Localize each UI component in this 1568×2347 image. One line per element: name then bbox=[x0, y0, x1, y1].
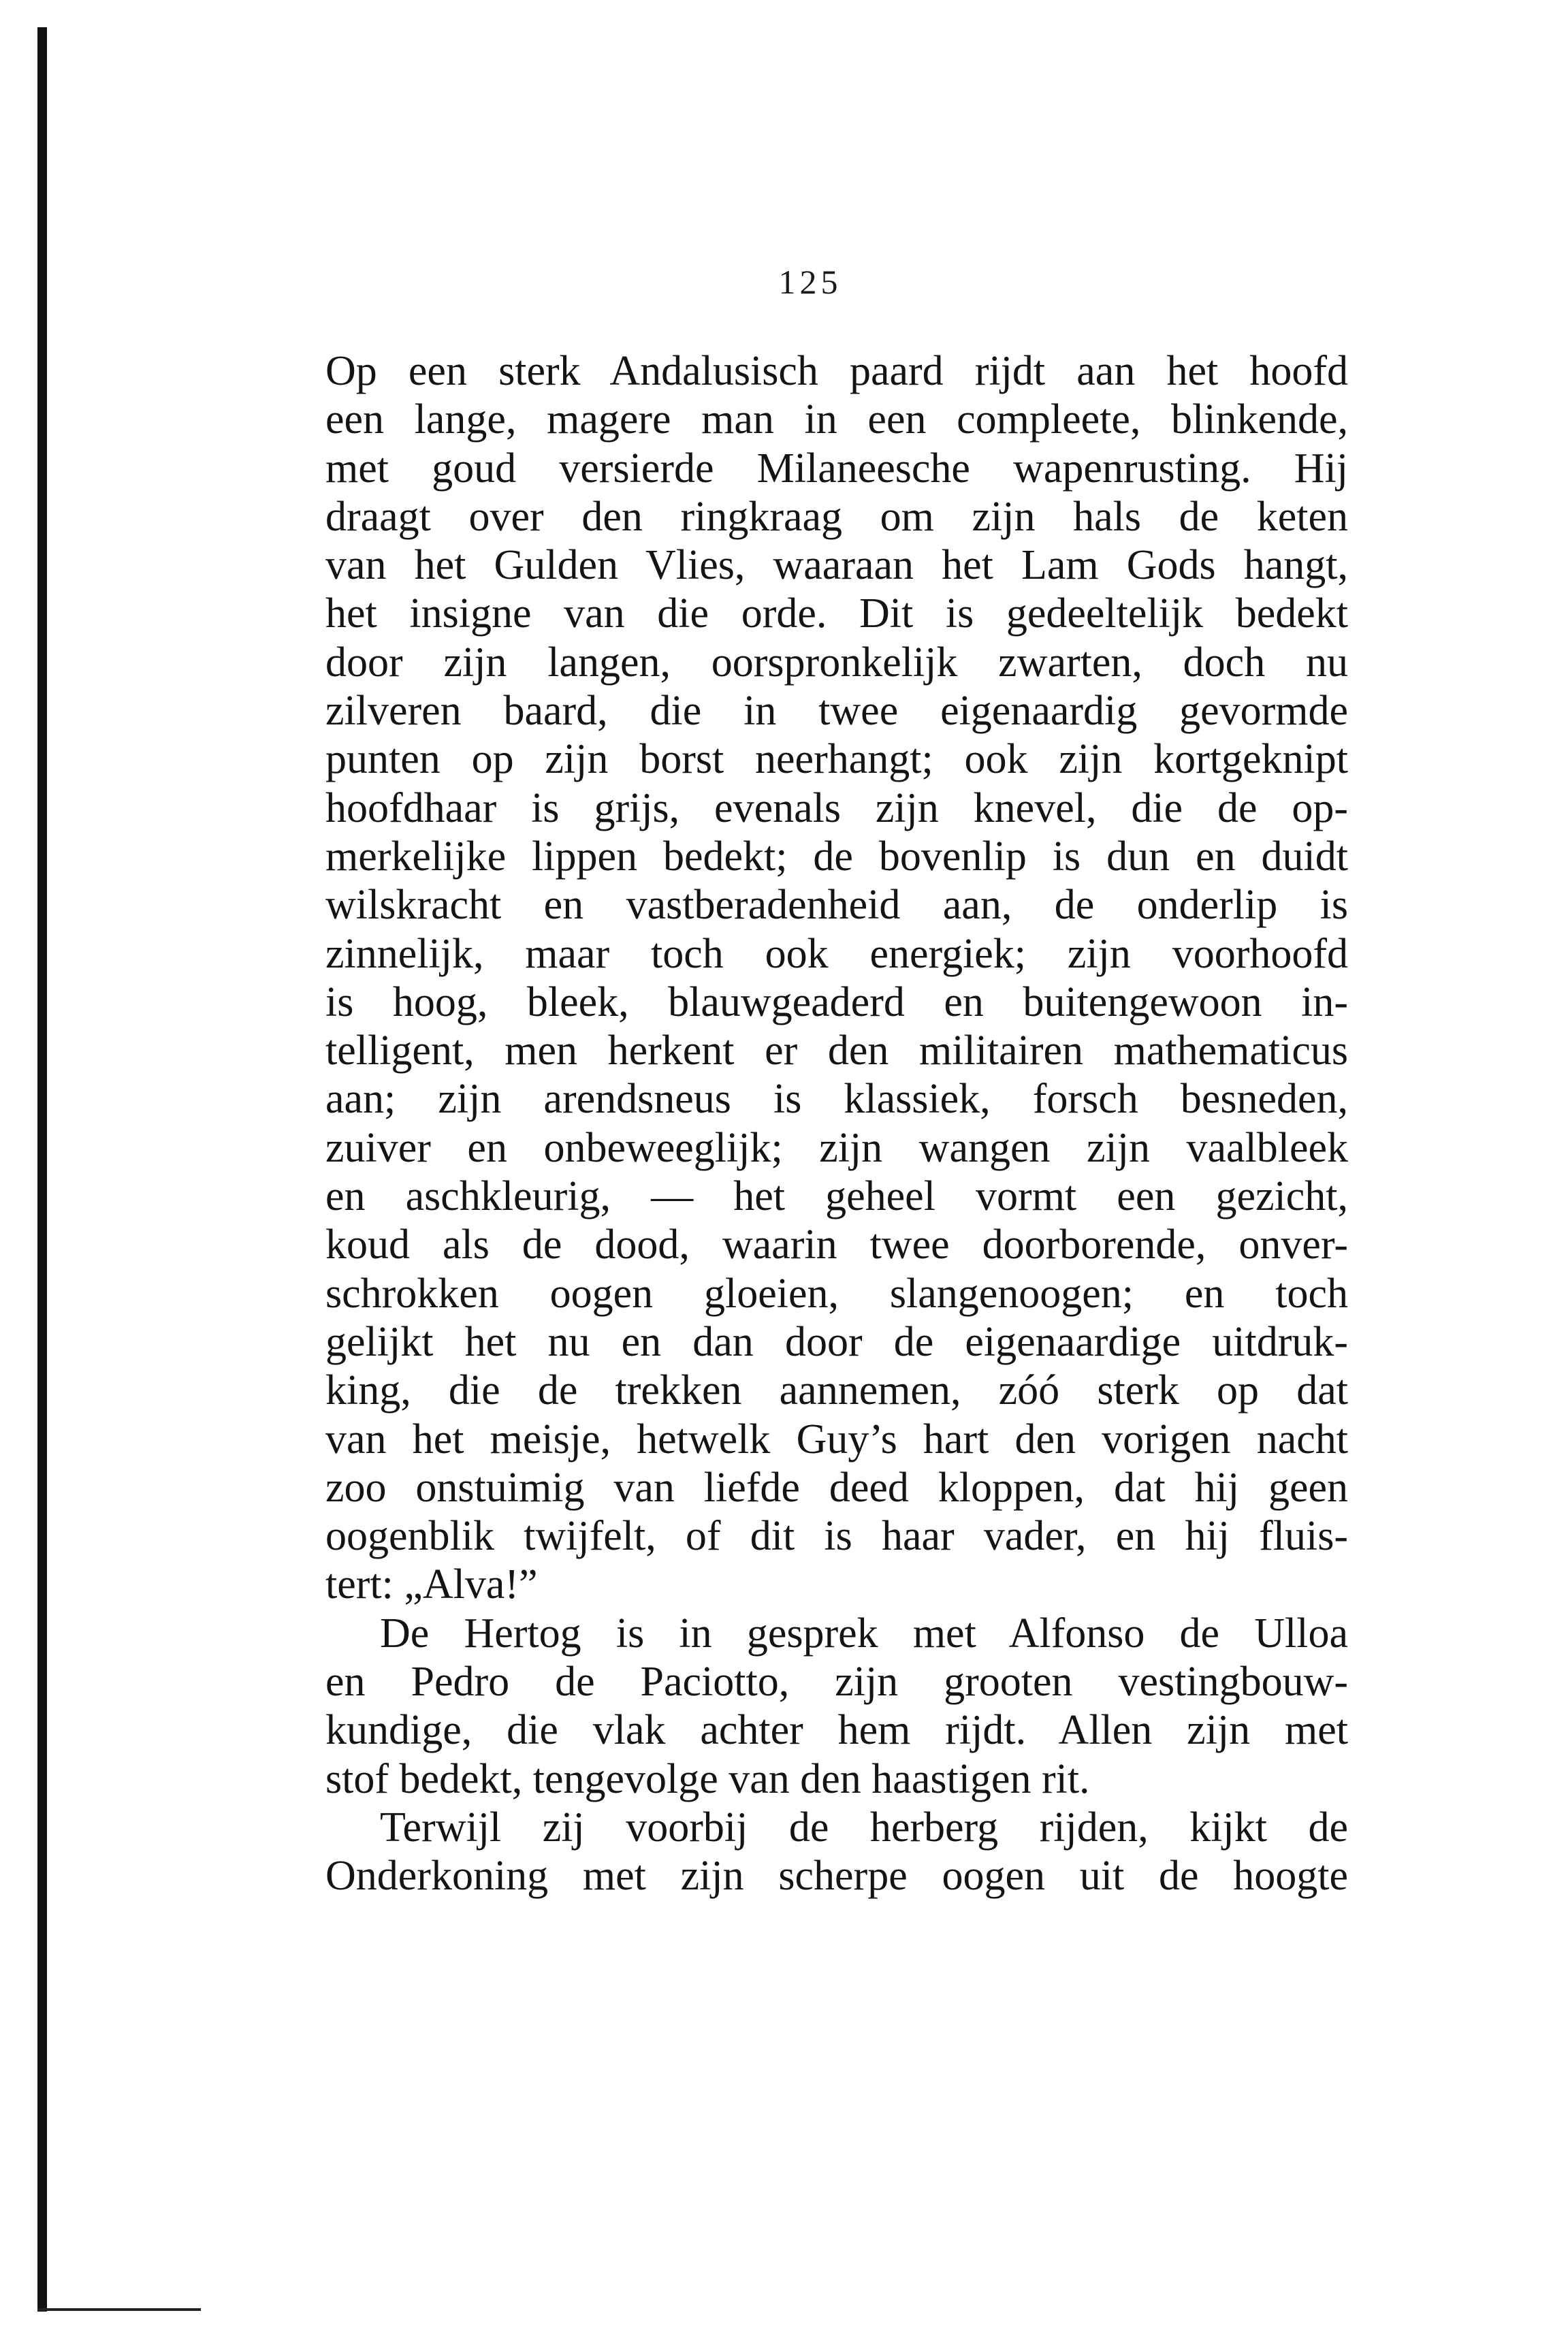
text-line: en aschkleurig, — het geheel vormt een gezicht, bbox=[325, 1173, 1348, 1220]
binding-foot-rule bbox=[37, 2308, 201, 2311]
text-line: schrokken oogen gloeien, slangenoogen; en toch bbox=[325, 1270, 1348, 1317]
text-line: is hoog, bleek, blauwgeaderd en buitengewoon in- bbox=[325, 978, 1348, 1025]
text-line: Terwijl zij voorbij de herberg rijden, kijkt de bbox=[380, 1804, 1348, 1851]
body-text bbox=[325, 347, 1348, 1901]
text-line: oogenblik twijfelt, of dit is haar vader, en hij fluis- bbox=[325, 1513, 1348, 1560]
text-line: van het meisje, hetwelk Guy’s hart den vorigen nacht bbox=[325, 1416, 1348, 1463]
text-line: king, die de trekken aannemen, zóó sterk op dat bbox=[325, 1367, 1348, 1414]
text-line: hoofdhaar is grijs, evenals zijn knevel, die de op- bbox=[325, 784, 1348, 831]
text-line: tert: „Alva!” bbox=[325, 1561, 538, 1608]
text-line: kundige, die vlak achter hem rijdt. Allen zijn met bbox=[325, 1707, 1348, 1754]
text-line: De Hertog is in gesprek met Alfonso de Ulloa bbox=[380, 1610, 1348, 1657]
binding-edge bbox=[37, 27, 47, 2312]
text-line: zuiver en onbeweeglijk; zijn wangen zijn vaalbleek bbox=[325, 1124, 1348, 1171]
text-line: Op een sterk Andalusisch paard rijdt aan het hoofd bbox=[325, 348, 1348, 394]
text-line: met goud versierde Milaneesche wapenrusting. Hij bbox=[325, 445, 1348, 492]
text-line: zinnelijk, maar toch ook energiek; zijn voorhoofd bbox=[325, 930, 1348, 977]
text-line: zilveren baard, die in twee eigenaardig gevormde bbox=[325, 688, 1348, 735]
text-line: en Pedro de Paciotto, zijn grooten vestingbouw- bbox=[325, 1659, 1348, 1706]
text-line: Onderkoning met zijn scherpe oogen uit de hoogte bbox=[325, 1853, 1348, 1900]
text-line: draagt over den ringkraag om zijn hals de keten bbox=[325, 493, 1348, 540]
text-line: een lange, magere man in een compleete, blinkende, bbox=[325, 396, 1348, 443]
page-number: 125 bbox=[778, 263, 842, 301]
text-line: punten op zijn borst neerhangt; ook zijn kortgeknipt bbox=[325, 736, 1348, 783]
text-line: telligent, men herkent er den militairen mathematicus bbox=[325, 1027, 1348, 1074]
text-line: stof bedekt, tengevolge van den haastigen rit. bbox=[325, 1755, 1090, 1802]
text-line: van het Gulden Vlies, waaraan het Lam Gods hangt, bbox=[325, 542, 1348, 589]
text-line: zoo onstuimig van liefde deed kloppen, dat hij geen bbox=[325, 1464, 1348, 1511]
text-line: wilskracht en vastberadenheid aan, de onderlip is bbox=[325, 882, 1348, 929]
text-line: merkelijke lippen bedekt; de bovenlip is dun en duidt bbox=[325, 833, 1348, 880]
text-line: het insigne van die orde. Dit is gedeeltelijk bedekt bbox=[325, 590, 1348, 637]
text-line: koud als de dood, waarin twee doorborende, onver- bbox=[325, 1222, 1348, 1268]
text-line: gelijkt het nu en dan door de eigenaardige uitdruk- bbox=[325, 1318, 1348, 1365]
text-line: aan; zijn arendsneus is klassiek, forsch besneden, bbox=[325, 1076, 1348, 1123]
text-line: door zijn langen, oorspronkelijk zwarten, doch nu bbox=[325, 639, 1348, 686]
